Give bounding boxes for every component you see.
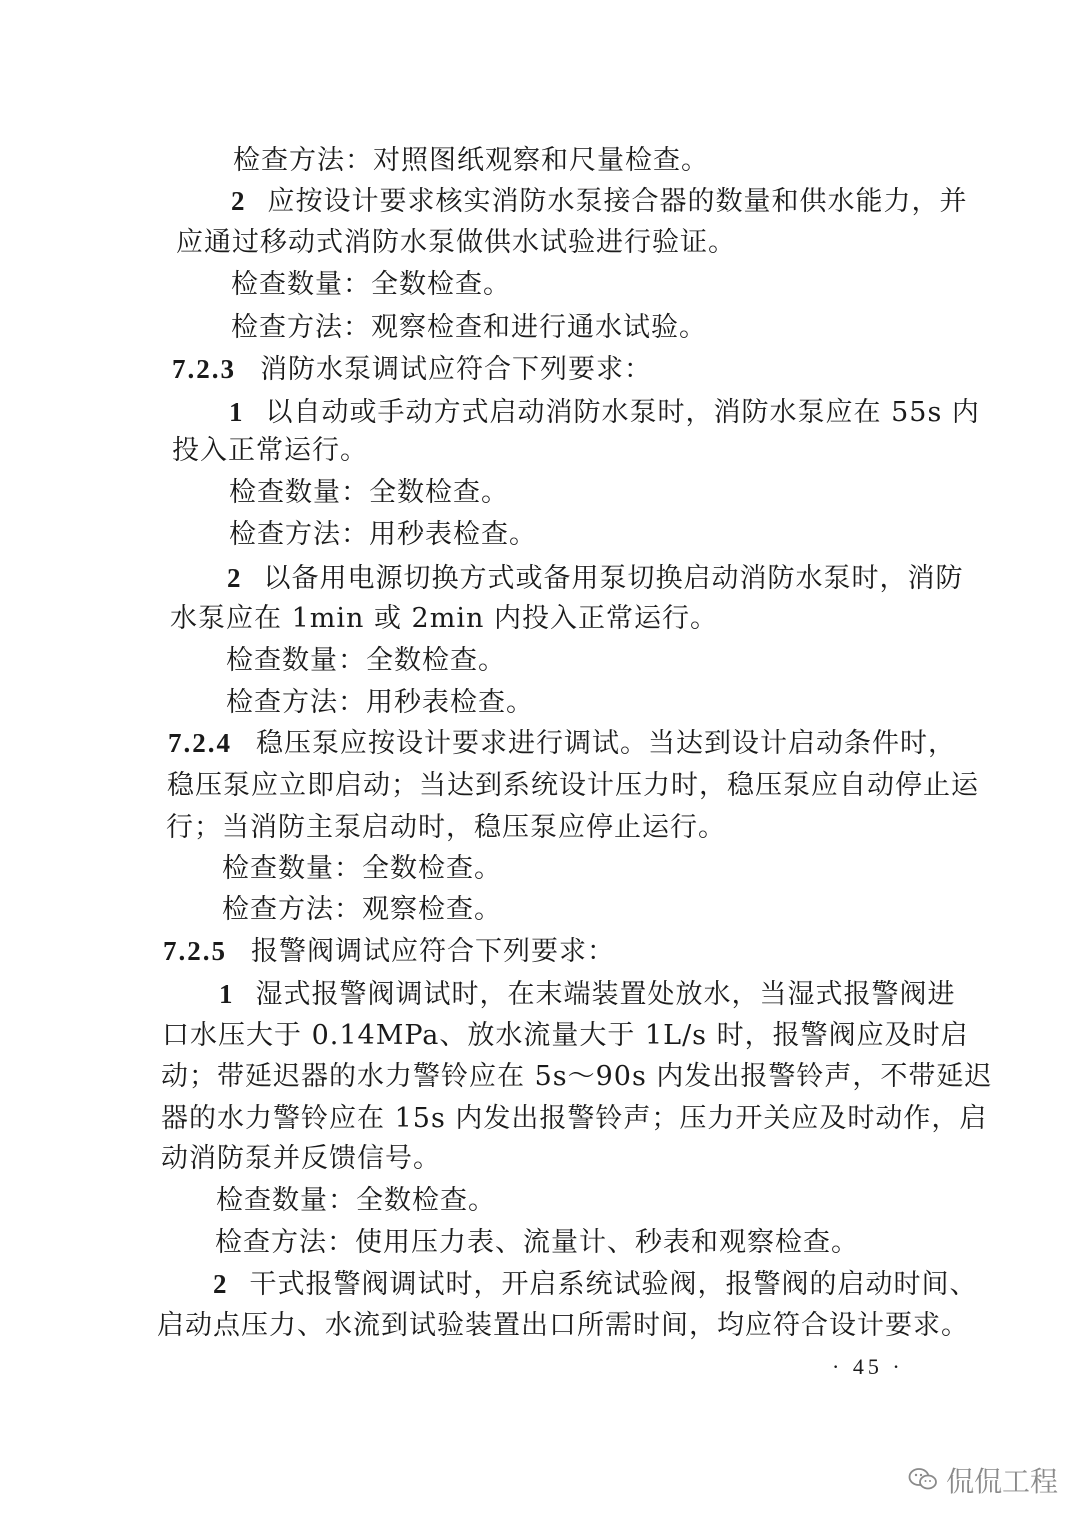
text-line: 启动点压力、水流到试验装置出口所需时间，均应符合设计要求。 xyxy=(157,1310,969,1341)
text-line: 检查数量：全数检查。 xyxy=(222,853,502,884)
text-line: 动；带延迟器的水力警铃应在 5s～90s 内发出报警铃声，不带延迟 xyxy=(161,1061,993,1092)
text-line: 检查数量：全数检查。 xyxy=(216,1185,496,1216)
text-line: 动消防泵并反馈信号。 xyxy=(161,1143,441,1174)
text-line: 器的水力警铃应在 15s 内发出报警铃声；压力开关应及时动作，启 xyxy=(161,1103,988,1134)
text-line: 投入正常运行。 xyxy=(172,435,368,466)
text-line: 水泵应在 1min 或 2min 内投入正常运行。 xyxy=(170,603,718,634)
section-heading: 7.2.3 消防水泵调试应符合下列要求： xyxy=(172,354,652,385)
text-line: 2 干式报警阀调试时，开启系统试验阀，报警阀的启动时间、 xyxy=(213,1269,978,1300)
text-line: 检查方法：观察检查。 xyxy=(222,894,502,925)
text-line: 检查方法：用秒表检查。 xyxy=(229,519,537,550)
text-line: 检查方法：对照图纸观察和尺量检查。 xyxy=(233,145,709,176)
text-line: 检查方法：观察检查和进行通水试验。 xyxy=(231,312,707,343)
text-line: 2 以备用电源切换方式或备用泵切换启动消防水泵时，消防 xyxy=(227,563,964,594)
watermark-text: 侃侃工程 xyxy=(946,1465,1059,1498)
text-line: 行；当消防主泵启动时，稳压泵应停止运行。 xyxy=(166,812,726,843)
item-number: 1 xyxy=(229,397,244,427)
section-number: 7.2.5 xyxy=(163,936,227,966)
chat-bubble-icon xyxy=(908,1467,938,1493)
text-line: 2 应按设计要求核实消防水泵接合器的数量和供水能力，并 xyxy=(231,186,968,217)
item-number: 2 xyxy=(231,186,246,216)
section-number: 7.2.4 xyxy=(168,728,232,758)
section-number: 7.2.3 xyxy=(172,354,236,384)
page-number: · 45 · xyxy=(832,1354,904,1379)
text-line: 检查方法：使用压力表、流量计、秒表和观察检查。 xyxy=(215,1227,859,1258)
text-line: 1 湿式报警阀调试时，在末端装置处放水，当湿式报警阀进 xyxy=(219,979,956,1010)
watermark xyxy=(908,1460,1058,1500)
text-line: 检查数量：全数检查。 xyxy=(231,269,511,300)
section-heading: 7.2.4 稳压泵应按设计要求进行调试。当达到设计启动条件时， xyxy=(168,728,956,759)
section-heading: 7.2.5 报警阀调试应符合下列要求： xyxy=(163,936,615,967)
item-number: 2 xyxy=(227,563,242,593)
text-line: 口水压大于 0.14MPa、放水流量大于 1L/s 时，报警阀应及时启 xyxy=(162,1020,969,1051)
item-number: 1 xyxy=(219,979,234,1009)
text-line: 检查方法：用秒表检查。 xyxy=(226,687,534,718)
text-line: 检查数量：全数检查。 xyxy=(226,645,506,676)
item-number: 2 xyxy=(213,1269,228,1299)
text-line: 应通过移动式消防水泵做供水试验进行验证。 xyxy=(176,227,736,258)
text-line: 1 以自动或手动方式启动消防水泵时，消防水泵应在 55s 内 xyxy=(229,397,980,428)
text-line: 检查数量：全数检查。 xyxy=(229,477,509,508)
text-line: 稳压泵应立即启动；当达到系统设计压力时，稳压泵应自动停止运 xyxy=(167,770,979,801)
